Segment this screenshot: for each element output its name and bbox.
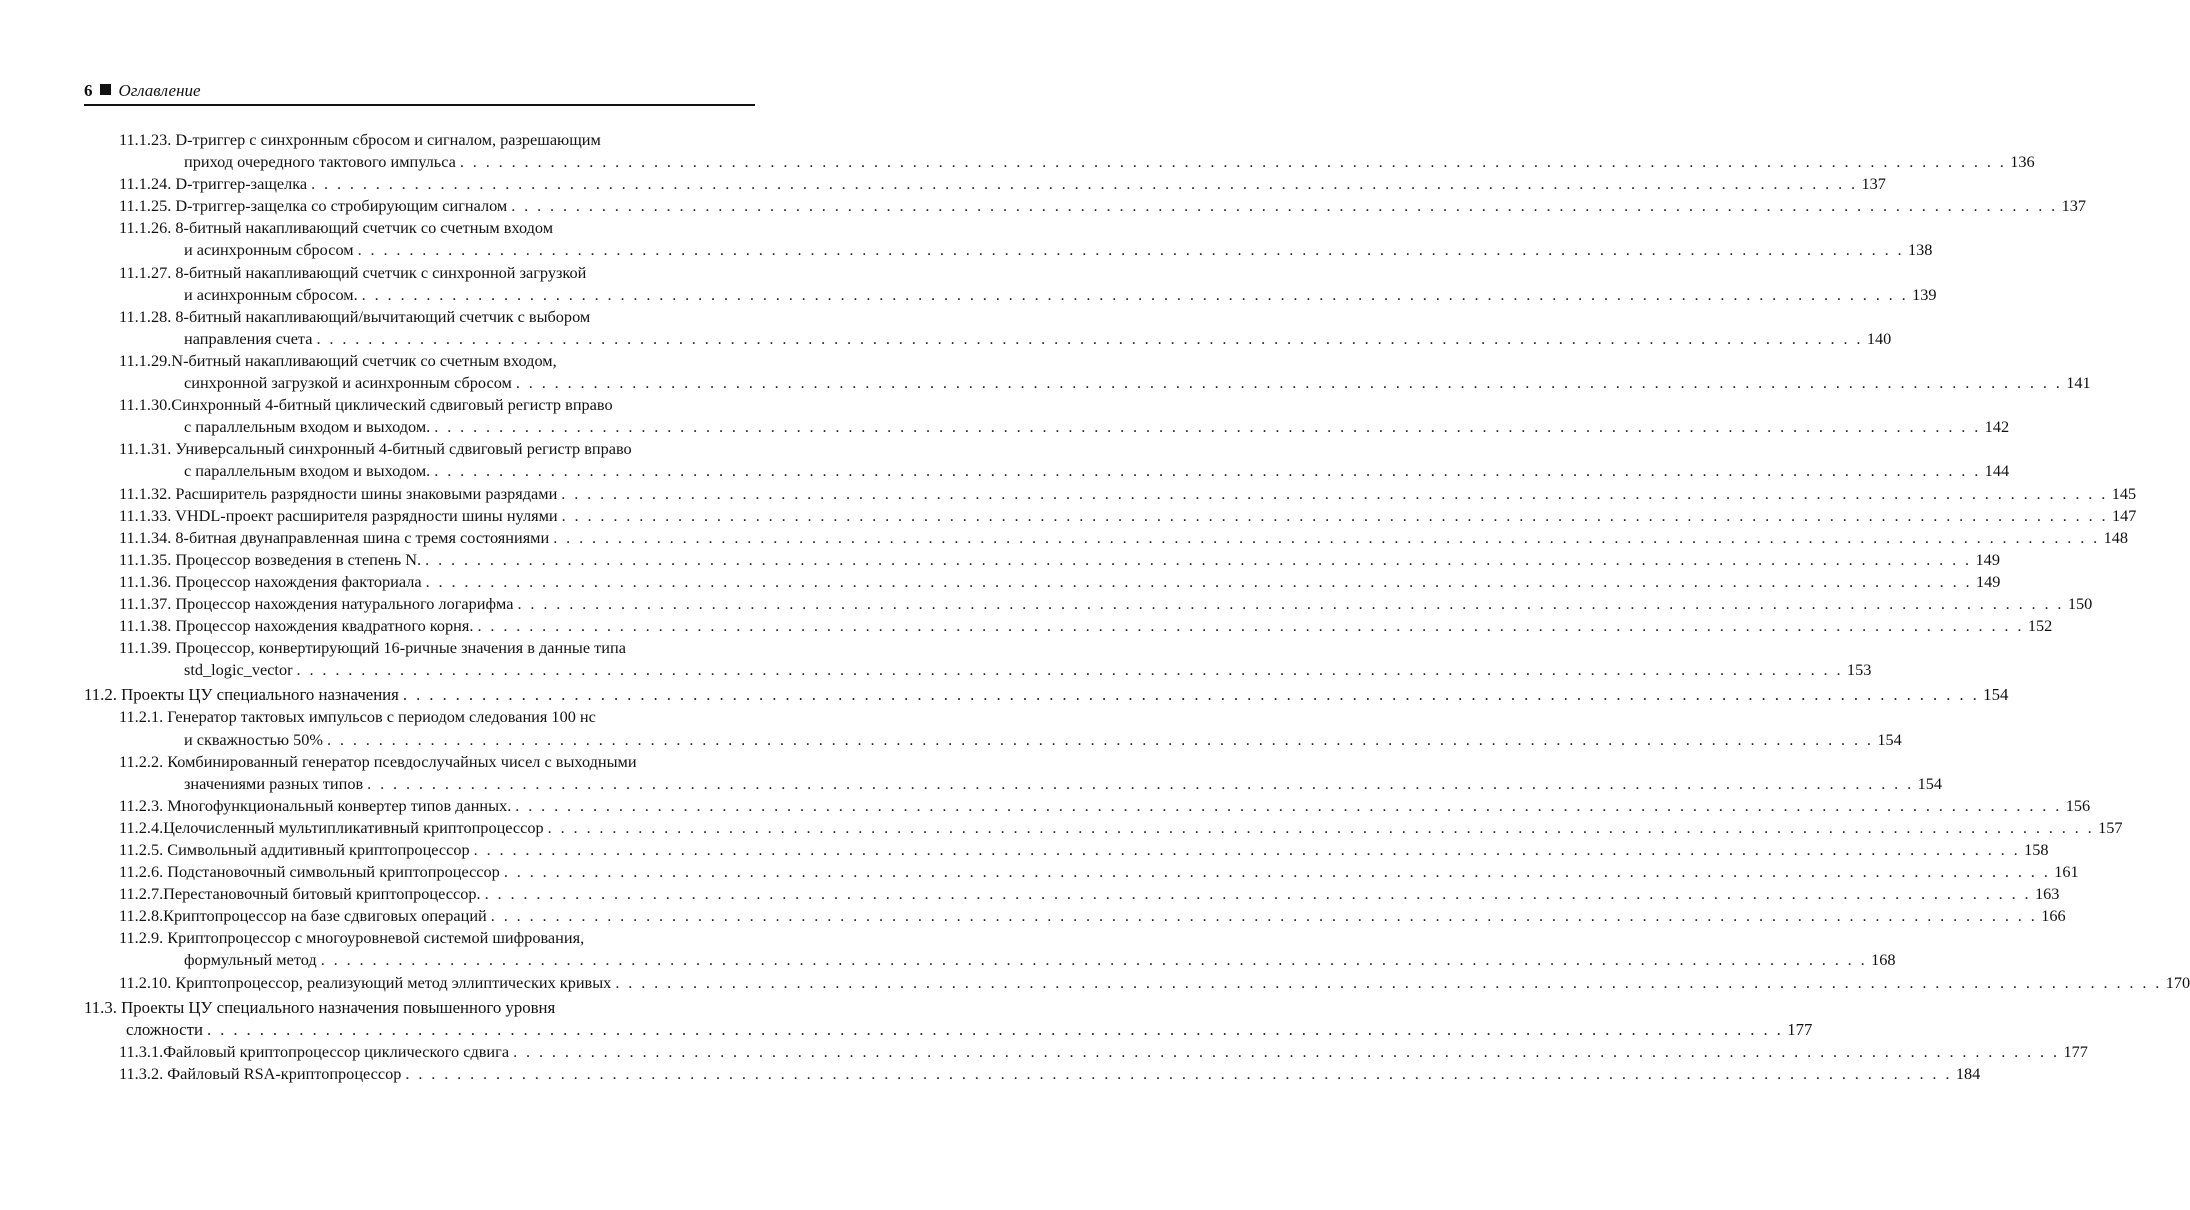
toc-entry-title: 11.2.4.Целочисленный мультипликативный криптопроцессор <box>119 817 544 837</box>
toc-entry[interactable] <box>0 505 2137 527</box>
dot-leader: . . . . . . . . . . . . . . . . . . . . . . . . . . . . . . . . . . . . . . . . . . . . . . . . . . . . . . . . . . . . . . . . . . . . . . . . . . . . . . . . . . . . . . . . . . . . . . . . . . . . . . . . . . . . . . . . . . . . . . . . <box>561 505 2108 525</box>
toc-entry[interactable] <box>0 615 2053 637</box>
toc-entry-title: 11.1.29.N-битный накапливающий счетчик со счетным входом, <box>119 350 557 370</box>
toc-entry[interactable] <box>0 173 1886 195</box>
toc-page-number: 154 <box>1917 773 1942 793</box>
toc-entry[interactable] <box>0 571 2001 593</box>
toc-entry[interactable] <box>0 883 2060 905</box>
toc-entry[interactable] <box>0 483 2137 505</box>
dot-leader: . . . . . . . . . . . . . . . . . . . . . . . . . . . . . . . . . . . . . . . . . . . . . . . . . . . . . . . . . . . . . . . . . . . . . . . . . . . . . . . . . . . . . . . . . . . . . . . . . . . . . . . . . . . . . . . . . . . . . . . . <box>361 284 1909 304</box>
toc-entry-title: 11.3.2. Файловый RSA-криптопроцессор <box>119 1063 402 1083</box>
toc-entry-title: 11.1.25. D-триггер-защелка со стробирующим сигналом <box>119 196 508 216</box>
toc-page-number: 184 <box>1955 1063 1981 1083</box>
toc-page-number: 161 <box>2054 862 2079 882</box>
toc-entry-title: 11.1.39. Процессор, конвертирующий 16-ричные значения в данные типа <box>119 638 626 658</box>
dot-leader: . . . . . . . . . . . . . . . . . . . . . . . . . . . . . . . . . . . . . . . . . . . . . . . . . . . . . . . . . . . . . . . . . . . . . . . . . . . . . . . . . . . . . . . . . . . . . . . . . . . . . . . . . . . . . . . . . . . . . . . . <box>477 616 2024 636</box>
toc-entry[interactable] <box>0 637 1872 681</box>
dot-leader: . . . . . . . . . . . . . . . . . . . . . . . . . . . . . . . . . . . . . . . . . . . . . . . . . . . . . . . . . . . . . . . . . . . . . . . . . . . . . . . . . . . . . . . . . . . . . . . . . . . . . . . . . . . . . . . . . . . . . . . . <box>515 795 2062 815</box>
toc-entry[interactable] <box>0 927 1896 971</box>
dot-leader: . . . . . . . . . . . . . . . . . . . . . . . . . . . . . . . . . . . . . . . . . . . . . . . . . . . . . . . . . . . . . . . . . . . . . . . . . . . . . . . . . . . . . . . . . . . . . . . . . . . . . . . . . . . . . . . . . . . . . . . . <box>561 483 2108 503</box>
toc-entry[interactable] <box>0 394 2010 438</box>
toc-page-number: 140 <box>1866 328 1892 348</box>
toc-entry-title: синхронной загрузкой и асинхронным сбросом <box>184 373 512 393</box>
toc-entry[interactable] <box>0 684 2009 706</box>
toc-page-number: 157 <box>2098 817 2123 837</box>
toc-entry[interactable] <box>0 438 2010 482</box>
toc-entry[interactable] <box>0 795 2091 817</box>
toc-page-number: 147 <box>2112 505 2137 525</box>
dot-leader: . . . . . . . . . . . . . . . . . . . . . . . . . . . . . . . . . . . . . . . . . . . . . . . . . . . . . . . . . . . . . . . . . . . . . . . . . . . . . . . . . . . . . . . . . . . . . . . . . . . . . . . . . . . . . . . . . . . . . . . . <box>425 571 1972 591</box>
toc-page-number: 136 <box>2010 152 2035 172</box>
toc-page-number: 168 <box>1871 950 1896 970</box>
toc-entry-title: и асинхронным сбросом. <box>184 284 358 304</box>
toc-entry[interactable] <box>0 905 2066 927</box>
toc-page-number: 139 <box>1912 284 1937 304</box>
toc-entry[interactable] <box>0 593 2093 615</box>
toc-entry[interactable] <box>0 1041 2088 1063</box>
toc-entry[interactable] <box>0 549 2000 571</box>
toc-entry-title: 11.2.3. Многофункциональный конвертер типов данных. <box>119 795 512 815</box>
toc-page-number: 170 <box>2165 972 2190 992</box>
toc-entry-title: 11.1.36. Процессор нахождения факториала <box>119 571 422 591</box>
toc-entry[interactable] <box>0 195 2087 217</box>
toc-page-number: 137 <box>2061 196 2087 216</box>
toc-page-number: 150 <box>2067 593 2093 613</box>
toc-entry[interactable] <box>0 817 2123 839</box>
toc-entry[interactable] <box>0 527 2129 549</box>
toc-entry-title: направления счета <box>184 328 313 348</box>
toc-entry[interactable] <box>0 972 2190 994</box>
dot-leader: . . . . . . . . . . . . . . . . . . . . . . . . . . . . . . . . . . . . . . . . . . . . . . . . . . . . . . . . . . . . . . . . . . . . . . . . . . . . . . . . . . . . . . . . . . . . . . . . . . . . . . . . . . . . . . . . . . . . . . . . <box>484 884 2031 904</box>
page-number: 6 <box>84 81 93 100</box>
running-header <box>84 80 755 106</box>
toc-entry-title: и асинхронным сбросом <box>184 240 354 260</box>
running-title: Оглавление <box>118 81 201 100</box>
toc-page-number: 144 <box>1984 461 2010 481</box>
toc-entry-title: 11.2.6. Подстановочный символьный криптопроцессор <box>119 862 500 882</box>
toc-entry-title: значениями разных типов <box>184 773 364 793</box>
toc-page-number: 153 <box>1846 660 1872 680</box>
toc-entry[interactable] <box>0 1063 1981 1085</box>
dot-leader: . . . . . . . . . . . . . . . . . . . . . . . . . . . . . . . . . . . . . . . . . . . . . . . . . . . . . . . . . . . . . . . . . . . . . . . . . . . . . . . . . . . . . . . . . . . . . . . . . . . . . . . . . . . . . . . . . . . . . . . . <box>553 527 2100 547</box>
dot-leader: . . . . . . . . . . . . . . . . . . . . . . . . . . . . . . . . . . . . . . . . . . . . . . . . . . . . . . . . . . . . . . . . . . . . . . . . . . . . . . . . . . . . . . . . . . . . . . . . . . . . . . . . . . . . . . . . . . . . . . . . <box>517 593 2064 613</box>
dot-leader: . . . . . . . . . . . . . . . . . . . . . . . . . . . . . . . . . . . . . . . . . . . . . . . . . . . . . . . . . . . . . . . . . . . . . . . . . . . . . . . . . . . . . . . . . . . . . . . . . . . . . . . . . . . . . . . . . . . . . . . . <box>367 773 1914 793</box>
dot-leader: . . . . . . . . . . . . . . . . . . . . . . . . . . . . . . . . . . . . . . . . . . . . . . . . . . . . . . . . . . . . . . . . . . . . . . . . . . . . . . . . . . . . . . . . . . . . . . . . . . . . . . . . . . . . . . . . . . . . . . . . <box>434 417 1981 437</box>
dot-leader: . . . . . . . . . . . . . . . . . . . . . . . . . . . . . . . . . . . . . . . . . . . . . . . . . . . . . . . . . . . . . . . . . . . . . . . . . . . . . . . . . . . . . . . . . . . . . . . . . . . . . . . . . . . . . . . . . . . . . . . . <box>206 1019 1784 1039</box>
toc-entry[interactable] <box>0 706 1902 750</box>
toc-page-number: 145 <box>2111 483 2137 503</box>
toc-entry[interactable] <box>0 129 2035 173</box>
toc-entry-title: 11.1.38. Процессор нахождения квадратного корня. <box>119 616 474 636</box>
dot-leader: . . . . . . . . . . . . . . . . . . . . . . . . . . . . . . . . . . . . . . . . . . . . . . . . . . . . . . . . . . . . . . . . . . . . . . . . . . . . . . . . . . . . . . . . . . . . . . . . . . . . . . . . . . . . . . . . . . . . . . . . <box>615 972 2162 992</box>
toc-entry-title: 11.2.5. Символьный аддитивный криптопроцессор <box>119 840 470 859</box>
toc-page-number: 141 <box>2066 373 2091 393</box>
dot-leader: . . . . . . . . . . . . . . . . . . . . . . . . . . . . . . . . . . . . . . . . . . . . . . . . . . . . . . . . . . . . . . . . . . . . . . . . . . . . . . . . . . . . . . . . . . . . . . . . . . . . . . . . . . . . . . . . . . . . . . . . <box>513 1041 2060 1061</box>
dot-leader: . . . . . . . . . . . . . . . . . . . . . . . . . . . . . . . . . . . . . . . . . . . . . . . . . . . . . . . . . . . . . . . . . . . . . . . . . . . . . . . . . . . . . . . . . . . . . . . . . . . . . . . . . . . . . . . . . . . . . . . . <box>296 660 1843 680</box>
toc-entry-title: и скважностью 50% <box>184 729 323 749</box>
toc-page-number: 138 <box>1907 240 1933 260</box>
toc-page-number: 152 <box>2027 616 2053 636</box>
toc-page-number: 148 <box>2103 527 2129 547</box>
toc-entry[interactable] <box>0 751 1942 795</box>
toc-page-number: 154 <box>1983 685 2009 705</box>
toc-entry-title: сложности <box>126 1019 203 1039</box>
toc-entry[interactable] <box>0 839 2049 861</box>
table-of-contents <box>0 129 2190 1085</box>
toc-entry[interactable] <box>0 997 1813 1041</box>
toc-page-number: 177 <box>1787 1019 1813 1039</box>
toc-entry-title: 11.2.9. Криптопроцессор с многоуровневой системой шифрования, <box>119 928 585 948</box>
toc-entry-title: 11.1.28. 8-битный накапливающий/вычитающий счетчик с выбором <box>119 306 591 326</box>
toc-entry-title: 11.2.2. Комбинированный генератор псевдослучайных чисел с выходными <box>119 751 637 771</box>
toc-entry-title: 11.1.33. VHDL-проект расширителя разрядности шины нулями <box>119 505 558 525</box>
toc-entry[interactable] <box>0 861 2079 883</box>
toc-entry-title: 11.1.37. Процессор нахождения натурального логарифма <box>119 593 514 613</box>
toc-entry-title: 11.1.35. Процессор возведения в степень N. <box>119 549 422 569</box>
dot-leader: . . . . . . . . . . . . . . . . . . . . . . . . . . . . . . . . . . . . . . . . . . . . . . . . . . . . . . . . . . . . . . . . . . . . . . . . . . . . . . . . . . . . . . . . . . . . . . . . . . . . . . . . . . . . . . . . . . . . . . . . <box>473 840 2021 859</box>
dot-leader: . . . . . . . . . . . . . . . . . . . . . . . . . . . . . . . . . . . . . . . . . . . . . . . . . . . . . . . . . . . . . . . . . . . . . . . . . . . . . . . . . . . . . . . . . . . . . . . . . . . . . . . . . . . . . . . . . . . . . . . . <box>503 862 2051 882</box>
toc-entry-title: std_logic_vector <box>184 660 293 680</box>
toc-page-number: 137 <box>1861 174 1886 194</box>
toc-entry-title: 11.1.32. Расширитель разрядности шины знаковыми разрядами <box>119 483 558 503</box>
dot-leader: . . . . . . . . . . . . . . . . . . . . . . . . . . . . . . . . . . . . . . . . . . . . . . . . . . . . . . . . . . . . . . . . . . . . . . . . . . . . . . . . . . . . . . . . . . . . . . . . . . . . . . . . . . . . . . . . . . . . . . . . <box>311 174 1858 194</box>
toc-entry-title: 11.1.24. D-триггер-защелка <box>119 174 308 194</box>
toc-entry[interactable] <box>0 217 1933 261</box>
toc-entry-title: 11.1.34. 8-битная двунаправленная шина с тремя состояниями <box>119 527 550 547</box>
toc-entry-title: 11.2.10. Криптопроцессор, реализующий метод эллиптических кривых <box>119 972 612 992</box>
toc-page-number: 154 <box>1877 729 1902 749</box>
toc-entry-title: с параллельным входом и выходом. <box>184 417 431 437</box>
toc-page-number: 149 <box>1976 571 2001 591</box>
dot-leader: . . . . . . . . . . . . . . . . . . . . . . . . . . . . . . . . . . . . . . . . . . . . . . . . . . . . . . . . . . . . . . . . . . . . . . . . . . . . . . . . . . . . . . . . . . . . . . . . . . . . . . . . . . . . . . . . . . . . . . . . <box>490 906 2038 926</box>
toc-entry[interactable] <box>0 262 1937 306</box>
toc-entry-title: 11.1.31. Универсальный синхронный 4-битный сдвиговый регистр вправо <box>119 439 632 459</box>
toc-entry-title: 11.2.8.Криптопроцессор на базе сдвиговых операций <box>119 906 487 926</box>
dot-leader: . . . . . . . . . . . . . . . . . . . . . . . . . . . . . . . . . . . . . . . . . . . . . . . . . . . . . . . . . . . . . . . . . . . . . . . . . . . . . . . . . . . . . . . . . . . . . . . . . . . . . . . . . . . . . . . . . . . . . . . . <box>515 373 2063 393</box>
toc-entry-title: 11.1.27. 8-битный накапливающий счетчик с синхронной загрузкой <box>119 262 587 282</box>
toc-entry-title: 11.1.30.Синхронный 4-битный циклический сдвиговый регистр вправо <box>119 395 613 415</box>
toc-entry-title: 11.3.1.Файловый криптопроцессор циклического сдвига <box>119 1041 510 1061</box>
dot-leader: . . . . . . . . . . . . . . . . . . . . . . . . . . . . . . . . . . . . . . . . . . . . . . . . . . . . . . . . . . . . . . . . . . . . . . . . . . . . . . . . . . . . . . . . . . . . . . . . . . . . . . . . . . . . . . . . . . . . . . . . <box>357 240 1904 260</box>
dot-leader: . . . . . . . . . . . . . . . . . . . . . . . . . . . . . . . . . . . . . . . . . . . . . . . . . . . . . . . . . . . . . . . . . . . . . . . . . . . . . . . . . . . . . . . . . . . . . . . . . . . . . . . . . . . . . . . . . . . . . . . . <box>459 152 2007 172</box>
toc-entry-title: 11.2.7.Перестановочный битовый криптопроцессор. <box>119 884 481 904</box>
toc-entry-title: формульный метод <box>184 950 317 970</box>
toc-page-number: 158 <box>2024 840 2049 859</box>
dot-leader: . . . . . . . . . . . . . . . . . . . . . . . . . . . . . . . . . . . . . . . . . . . . . . . . . . . . . . . . . . . . . . . . . . . . . . . . . . . . . . . . . . . . . . . . . . . . . . . . . . . . . . . . . . . . . . . . . . . . . . . . <box>405 1063 1952 1083</box>
dot-leader: . . . . . . . . . . . . . . . . . . . . . . . . . . . . . . . . . . . . . . . . . . . . . . . . . . . . . . . . . . . . . . . . . . . . . . . . . . . . . . . . . . . . . . . . . . . . . . . . . . . . . . . . . . . . . . . . . . . . . . . . <box>547 817 2095 837</box>
toc-entry-title: 11.2.1. Генератор тактовых импульсов с периодом следования 100 нс <box>119 707 596 727</box>
toc-page-number: 156 <box>2065 795 2091 815</box>
dot-leader: . . . . . . . . . . . . . . . . . . . . . . . . . . . . . . . . . . . . . . . . . . . . . . . . . . . . . . . . . . . . . . . . . . . . . . . . . . . . . . . . . . . . . . . . . . . . . . . . . . . . . . . . . . . . . . . . . . . . . . . . <box>320 950 1868 970</box>
toc-entry-title: 11.3. Проекты ЦУ специального назначения повышенного уровня <box>84 997 556 1017</box>
toc-entry[interactable] <box>0 350 2091 394</box>
square-bullet-icon <box>100 84 111 95</box>
toc-entry-title: 11.1.26. 8-битный накапливающий счетчик со счетным входом <box>119 218 554 238</box>
dot-leader: . . . . . . . . . . . . . . . . . . . . . . . . . . . . . . . . . . . . . . . . . . . . . . . . . . . . . . . . . . . . . . . . . . . . . . . . . . . . . . . . . . . . . . . . . . . . . . . . . . . . . . . . . . . . . . . . . . . . . . . . <box>425 549 1972 569</box>
toc-entry[interactable] <box>0 306 1892 350</box>
toc-page-number: 163 <box>2034 884 2060 904</box>
dot-leader: . . . . . . . . . . . . . . . . . . . . . . . . . . . . . . . . . . . . . . . . . . . . . . . . . . . . . . . . . . . . . . . . . . . . . . . . . . . . . . . . . . . . . . . . . . . . . . . . . . . . . . . . . . . . . . . . . . . . . . . . <box>434 461 1981 481</box>
dot-leader: . . . . . . . . . . . . . . . . . . . . . . . . . . . . . . . . . . . . . . . . . . . . . . . . . . . . . . . . . . . . . . . . . . . . . . . . . . . . . . . . . . . . . . . . . . . . . . . . . . . . . . . . . . . . . . . . . . . . . . . . <box>402 685 1980 705</box>
dot-leader: . . . . . . . . . . . . . . . . . . . . . . . . . . . . . . . . . . . . . . . . . . . . . . . . . . . . . . . . . . . . . . . . . . . . . . . . . . . . . . . . . . . . . . . . . . . . . . . . . . . . . . . . . . . . . . . . . . . . . . . . <box>316 328 1863 348</box>
toc-entry-title: с параллельным входом и выходом. <box>184 461 431 481</box>
toc-page-number: 149 <box>1975 549 2000 569</box>
toc-page-number: 177 <box>2063 1041 2088 1061</box>
toc-page-number: 142 <box>1984 417 2010 437</box>
toc-entry-title: приход очередного тактового импульса <box>184 152 456 172</box>
dot-leader: . . . . . . . . . . . . . . . . . . . . . . . . . . . . . . . . . . . . . . . . . . . . . . . . . . . . . . . . . . . . . . . . . . . . . . . . . . . . . . . . . . . . . . . . . . . . . . . . . . . . . . . . . . . . . . . . . . . . . . . . <box>511 196 2058 216</box>
toc-page-number: 166 <box>2041 906 2066 926</box>
toc-entry-title: 11.2. Проекты ЦУ специального назначения <box>84 685 399 705</box>
toc-entry-title: 11.1.23. D-триггер с синхронным сбросом и сигналом, разрешающим <box>119 130 601 149</box>
dot-leader: . . . . . . . . . . . . . . . . . . . . . . . . . . . . . . . . . . . . . . . . . . . . . . . . . . . . . . . . . . . . . . . . . . . . . . . . . . . . . . . . . . . . . . . . . . . . . . . . . . . . . . . . . . . . . . . . . . . . . . . . <box>326 729 1874 749</box>
